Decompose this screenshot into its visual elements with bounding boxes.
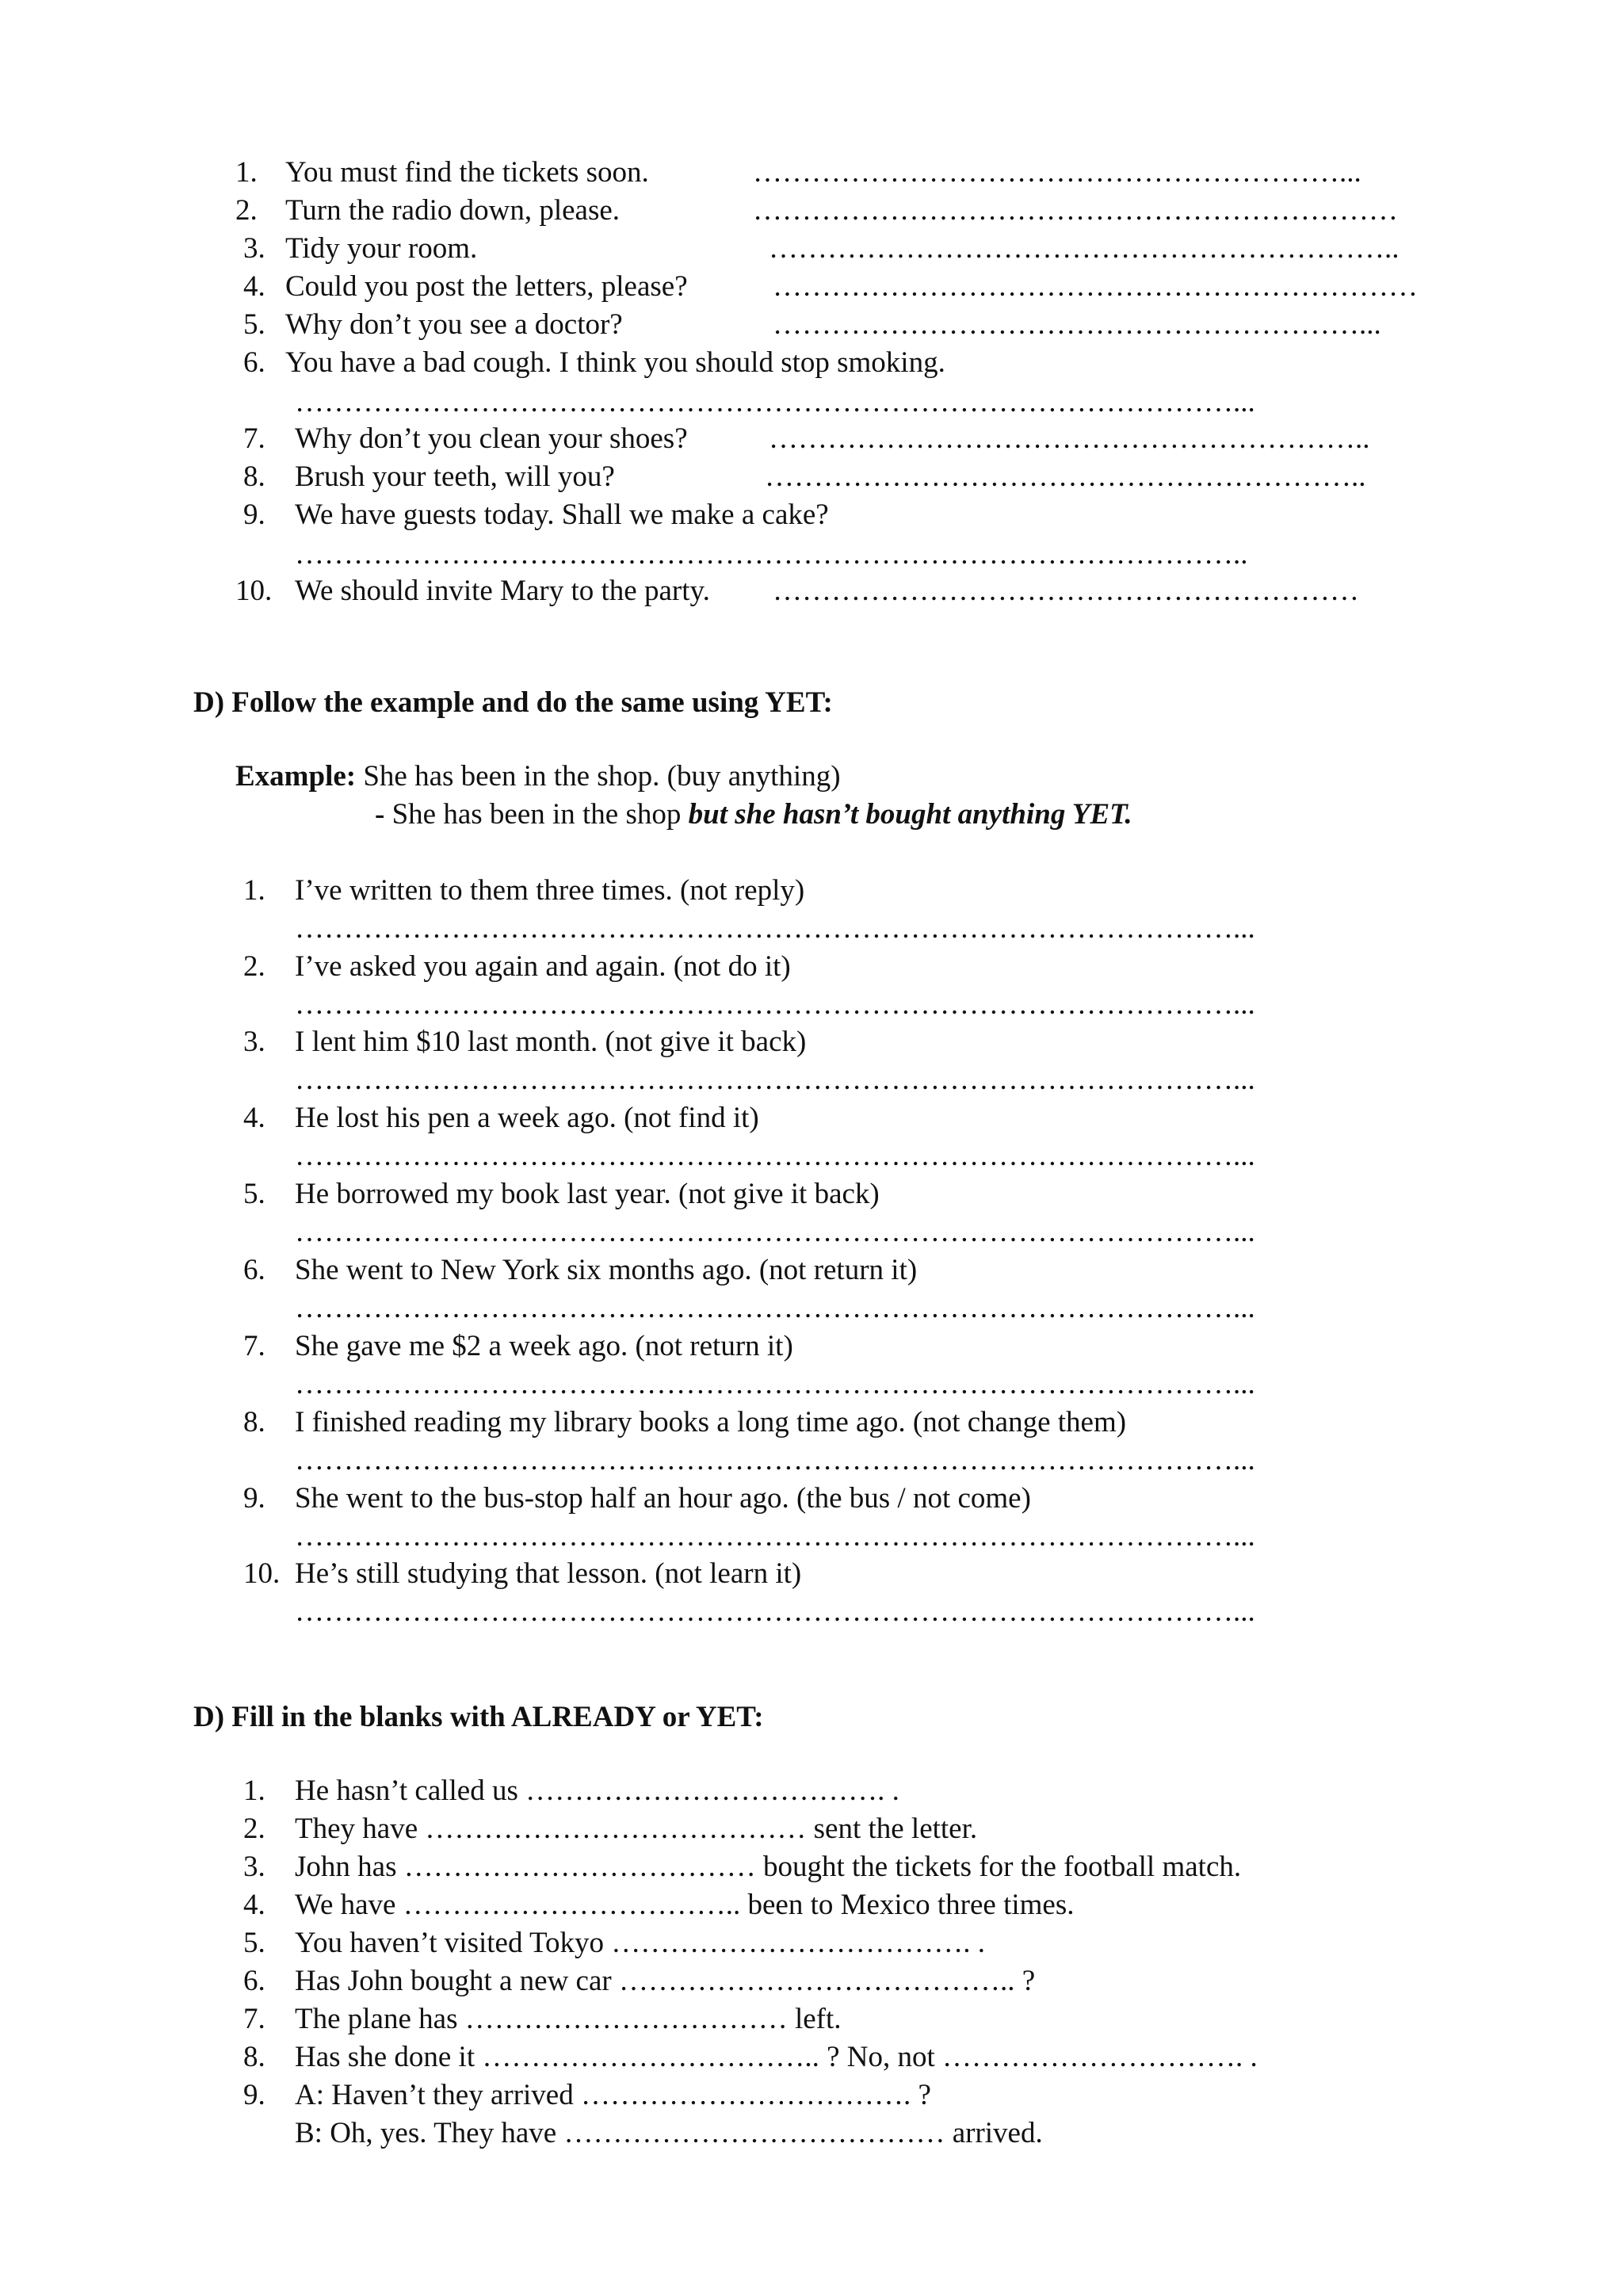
answer-blank[interactable]: ……………………………………………………………………………………... [295, 1064, 1255, 1096]
answer-blank[interactable]: ……………………………………………………………………………………... [295, 1520, 1255, 1553]
list-item-number: 3. [243, 1026, 265, 1058]
fill-blank-sentence[interactable]: We have …………………………….. been to Mexico three times. [295, 1889, 1075, 1921]
answer-blank[interactable]: ……………………………………………………….. [769, 232, 1400, 265]
list-item-text: I’ve asked you again and again. (not do it) [295, 950, 791, 983]
fill-blank-sentence[interactable]: John has ……………………………… bought the tickets for the football match. [295, 1851, 1242, 1883]
list-item-number: 10. [243, 1557, 281, 1590]
list-item-number: 3. [243, 1851, 265, 1883]
list-item-text: We have guests today. Shall we make a cake? [295, 499, 829, 531]
list-item-text: I lent him $10 last month. (not give it back) [295, 1026, 807, 1058]
list-item-number: 2. [243, 1813, 265, 1845]
list-item-text: He lost his pen a week ago. (not find it) [295, 1102, 759, 1134]
list-item-number: 8. [243, 1406, 265, 1438]
fill-blank-sentence[interactable]: He hasn’t called us ………………………………. . [295, 1775, 899, 1807]
example-label: Example: [235, 760, 357, 793]
fill-blank-sentence[interactable]: Has she done it …………………………….. ? No, not …………………………. . [295, 2041, 1258, 2073]
fill-blank-sentence[interactable]: A: Haven’t they arrived ……………………………. ? [295, 2079, 931, 2111]
answer-blank[interactable]: ……………………………………………………... [773, 308, 1381, 341]
list-item-number: 4. [243, 1889, 265, 1921]
list-item-number: 6. [243, 1965, 265, 1997]
list-item-text: You must find the tickets soon. [285, 156, 649, 189]
list-item-number: 7. [243, 422, 265, 455]
list-item-number: 2. [235, 194, 258, 227]
list-item-number: 5. [243, 308, 265, 341]
list-item-number: 3. [243, 232, 265, 265]
fill-blank-sentence[interactable]: Has John bought a new car ………………………………….. ? [295, 1965, 1036, 1997]
list-item-text: We should invite Mary to the party. [295, 575, 710, 607]
answer-blank[interactable]: ……………………………………………………………………………………... [295, 1444, 1255, 1477]
answer-blank[interactable]: ………………………………………………………… [753, 194, 1398, 227]
example-answer-emphasis: but she hasn’t bought anything YET. [688, 798, 1132, 831]
list-item-number: 4. [243, 1102, 265, 1134]
list-item-text: She went to the bus-stop half an hour ago. (the bus / not come) [295, 1482, 1031, 1515]
list-item-number: 4. [243, 270, 265, 303]
example-answer-text: She has been in the shop [391, 798, 689, 831]
list-item-number: 5. [243, 1927, 265, 1959]
list-item-text: You have a bad cough. I think you should stop smoking. [285, 346, 945, 379]
example-text: She has been in the shop. (buy anything) [356, 760, 841, 793]
list-item-text: Turn the radio down, please. [285, 194, 621, 227]
answer-blank[interactable]: ……………………………………………………………………………………... [295, 1595, 1255, 1628]
fill-blank-sentence[interactable]: The plane has …………………………… left. [295, 2003, 842, 2035]
list-item-text: Why don’t you see a doctor? [285, 308, 623, 341]
section-heading-yet: D) Follow the example and do the same using YET: [193, 686, 833, 719]
list-item-text: He borrowed my book last year. (not give it back) [295, 1178, 880, 1210]
answer-blank[interactable]: ……………………………………………………………………………………... [295, 1368, 1255, 1400]
list-item-text: He’s still studying that lesson. (not learn it) [295, 1557, 802, 1590]
answer-blank[interactable]: ……………………………………………………………………………………... [295, 912, 1255, 945]
list-item-number: 7. [243, 2003, 265, 2035]
list-item-number: 7. [243, 1330, 265, 1362]
list-item-text: Brush your teeth, will you? [295, 460, 615, 493]
list-item-number: 9. [243, 1482, 265, 1515]
list-item-number: 1. [235, 156, 258, 189]
section-heading-fill: D) Fill in the blanks with ALREADY or YET: [193, 1701, 764, 1733]
list-item-number: 9. [243, 499, 265, 531]
example-dash: - [375, 798, 392, 831]
answer-blank[interactable]: ……………………………………………………………………………………... [295, 1292, 1255, 1324]
list-item-text: I’ve written to them three times. (not reply) [295, 874, 805, 907]
answer-blank[interactable]: ………………………………………………………… [773, 270, 1418, 303]
list-item-text: Could you post the letters, please? [285, 270, 688, 303]
fill-blank-sentence[interactable]: B: Oh, yes. They have ………………………………… arrived. [295, 2117, 1043, 2149]
list-item-number: 10. [235, 575, 273, 607]
list-item-number: 6. [243, 1254, 265, 1286]
list-item-number: 8. [243, 2041, 265, 2073]
answer-blank[interactable]: …………………………………………………….. [765, 460, 1366, 493]
answer-blank[interactable]: ……………………………………………………………………………………... [295, 1140, 1255, 1172]
answer-blank[interactable]: …………………………………………………… [773, 575, 1359, 607]
list-item-number: 2. [243, 950, 265, 983]
example-answer-line [375, 800, 1132, 829]
list-item-number: 1. [243, 1775, 265, 1807]
list-item-number: 6. [243, 346, 265, 379]
fill-blank-sentence[interactable]: You haven’t visited Tokyo ………………………………. . [295, 1927, 986, 1959]
list-item-text: She gave me $2 a week ago. (not return it) [295, 1330, 793, 1362]
answer-blank[interactable]: …………………………………………………….. [769, 422, 1370, 455]
answer-blank[interactable]: ……………………………………………………………………………………... [295, 386, 1255, 418]
list-item-text: I finished reading my library books a long time ago. (not change them) [295, 1406, 1127, 1438]
answer-blank[interactable]: ……………………………………………………………………………………... [295, 1216, 1255, 1248]
list-item-number: 8. [243, 460, 265, 493]
answer-blank[interactable]: ……………………………………………………………………………………... [295, 988, 1255, 1021]
list-item-text: Tidy your room. [285, 232, 478, 265]
answer-blank[interactable]: …………………………………………………………………………………….. [295, 538, 1248, 571]
example-line [235, 762, 841, 791]
list-item-number: 9. [243, 2079, 265, 2111]
list-item-text: Why don’t you clean your shoes? [295, 422, 688, 455]
list-item-number: 1. [243, 874, 265, 907]
answer-blank[interactable]: ……………………………………………………... [753, 156, 1361, 189]
list-item-text: She went to New York six months ago. (not return it) [295, 1254, 918, 1286]
fill-blank-sentence[interactable]: They have ………………………………… sent the letter. [295, 1813, 978, 1845]
list-item-number: 5. [243, 1178, 265, 1210]
